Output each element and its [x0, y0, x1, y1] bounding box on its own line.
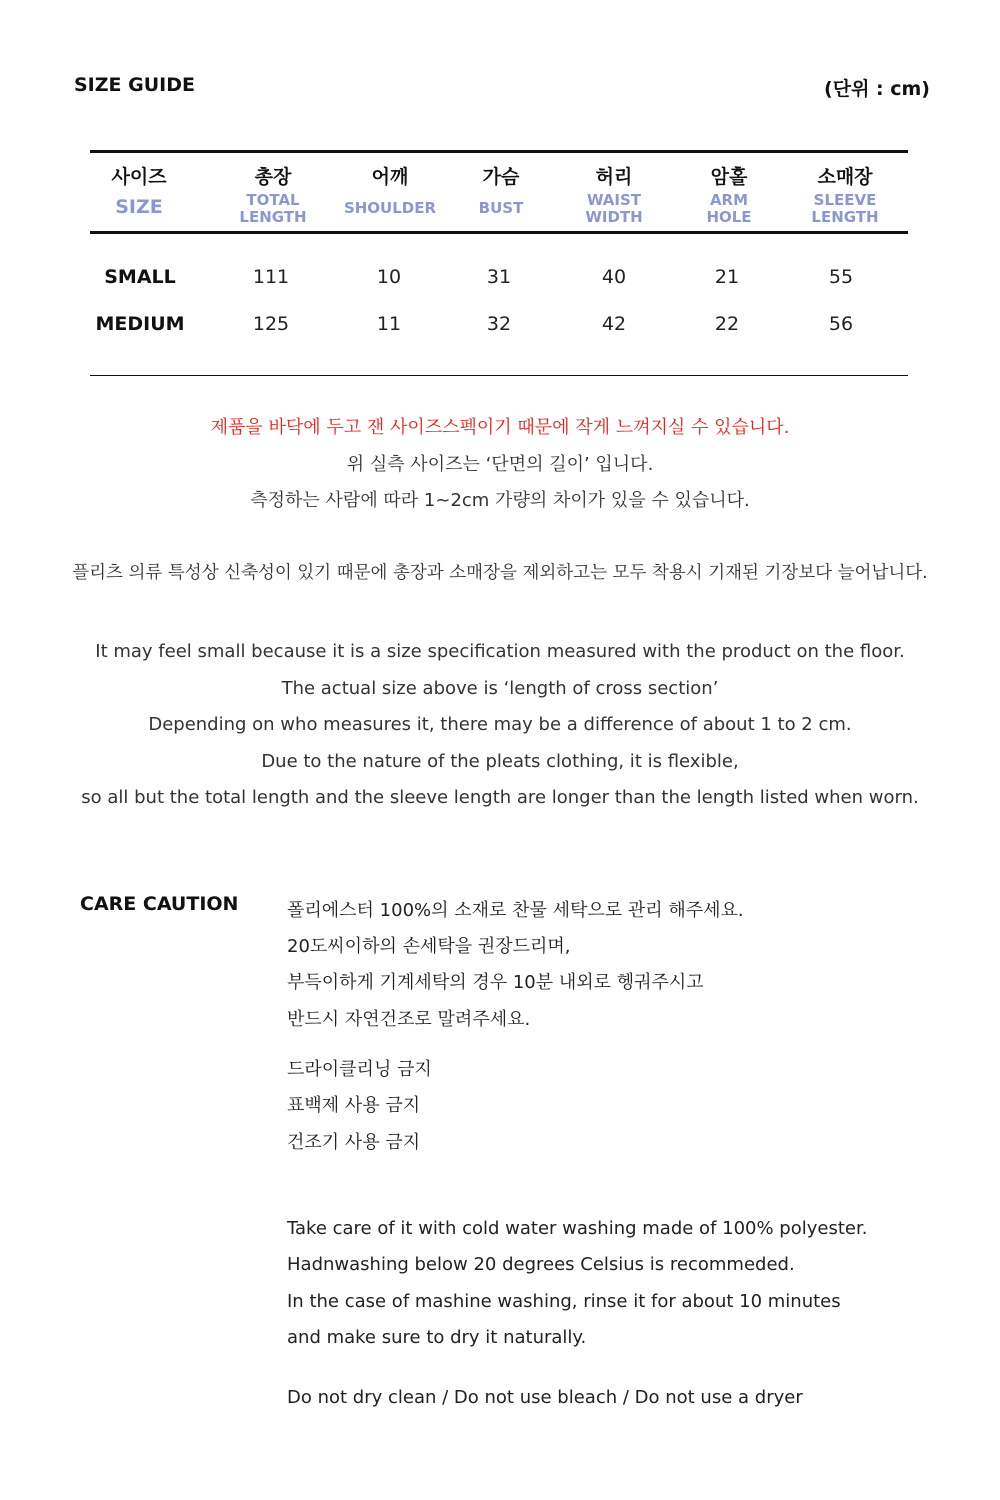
- column-header-en: TOTAL LENGTH: [239, 191, 307, 226]
- table-cell: 31: [486, 266, 512, 288]
- column-header-kr: 어깨: [371, 166, 409, 188]
- note-en: Depending on who measures it, there may be a difference of about 1 to 2 cm.: [148, 714, 852, 735]
- column-header-kr: 사이즈: [111, 166, 167, 188]
- column-header-en: ARM HOLE: [706, 191, 752, 226]
- care-line-kr: 폴리에스터 100%의 소재로 찬물 세탁으로 관리 해주세요.: [287, 900, 744, 921]
- note-kr: 플리츠 의류 특성상 신축성이 있기 때문에 총장과 소매장을 제외하고는 모두 착용시 기재된 기장보다 늘어납니다.: [72, 563, 928, 583]
- unit-label: (단위 : cm): [824, 78, 930, 100]
- table-cell: 11: [376, 313, 402, 335]
- care-line-en: In the case of mashine washing, rinse it for about 10 minutes: [287, 1291, 841, 1312]
- row-label: SMALL: [104, 266, 176, 288]
- note-en: Due to the nature of the pleats clothing, it is flexible,: [261, 751, 739, 772]
- note-en: It may feel small because it is a size specification measured with the product on the floor.: [95, 641, 905, 662]
- column-header-kr: 소매장: [817, 166, 873, 188]
- care-line-kr: 건조기 사용 금지: [287, 1132, 421, 1153]
- care-line-en: Take care of it with cold water washing made of 100% polyester.: [287, 1218, 868, 1239]
- table-cell: 32: [486, 313, 512, 335]
- care-line-en: Hadnwashing below 20 degrees Celsius is recommeded.: [287, 1254, 795, 1275]
- table-top-rule: [90, 150, 908, 153]
- column-header-sleeve-length: [785, 164, 905, 226]
- table-cell: 55: [828, 266, 854, 288]
- column-header-en: SLEEVE LENGTH: [811, 191, 879, 226]
- column-header-kr: 가슴: [482, 166, 520, 188]
- care-line-kr: 부득이하게 기계세탁의 경우 10분 내외로 헹궈주시고: [287, 972, 704, 993]
- care-line-kr: 20도씨이하의 손세탁을 권장드리며,: [287, 936, 571, 957]
- column-header-en: SIZE: [115, 196, 163, 218]
- column-header-en: SHOULDER: [343, 199, 437, 217]
- note-warning-kr: 제품을 바닥에 두고 잰 사이즈스펙이기 때문에 작게 느껴지실 수 있습니다.: [210, 417, 790, 438]
- column-header-shoulder: [330, 164, 450, 217]
- column-header-en: BUST: [478, 199, 524, 217]
- table-bottom-rule: [90, 375, 908, 376]
- column-header-arm-hole: [669, 164, 789, 226]
- care-caution-title: CARE CAUTION: [80, 893, 239, 915]
- column-header-total-length: [213, 164, 333, 226]
- size-guide-title: SIZE GUIDE: [74, 74, 195, 96]
- care-line-en: and make sure to dry it naturally.: [287, 1327, 587, 1348]
- note-en: so all but the total length and the sleeve length are longer than the length listed when worn.: [81, 787, 919, 808]
- column-header-kr: 허리: [595, 166, 633, 188]
- column-header-kr: 총장: [254, 166, 292, 188]
- table-cell: 42: [601, 313, 627, 335]
- care-line-kr: 반드시 자연건조로 말려주세요.: [287, 1009, 531, 1030]
- column-header-size: [79, 164, 199, 218]
- table-cell: 56: [828, 313, 854, 335]
- table-cell: 21: [714, 266, 740, 288]
- care-line-kr: 드라이클리닝 금지: [287, 1059, 432, 1080]
- note-kr: 위 실측 사이즈는 ‘단면의 길이’ 입니다.: [346, 454, 654, 475]
- table-cell: 10: [376, 266, 402, 288]
- care-line-en: Do not dry clean / Do not use bleach / Do not use a dryer: [287, 1387, 803, 1408]
- table-cell: 111: [252, 266, 290, 288]
- note-en: The actual size above is ‘length of cross section’: [281, 678, 719, 699]
- table-cell: 125: [252, 313, 290, 335]
- column-header-en: WAIST WIDTH: [585, 191, 643, 226]
- column-header-waist-width: [554, 164, 674, 226]
- care-line-kr: 표백제 사용 금지: [287, 1095, 421, 1116]
- row-label: MEDIUM: [95, 313, 185, 335]
- table-header-rule: [90, 231, 908, 234]
- table-cell: 40: [601, 266, 627, 288]
- column-header-kr: 암홀: [710, 166, 748, 188]
- note-kr: 측정하는 사람에 따라 1~2cm 가량의 차이가 있을 수 있습니다.: [250, 490, 750, 511]
- table-cell: 22: [714, 313, 740, 335]
- column-header-bust: [441, 164, 561, 217]
